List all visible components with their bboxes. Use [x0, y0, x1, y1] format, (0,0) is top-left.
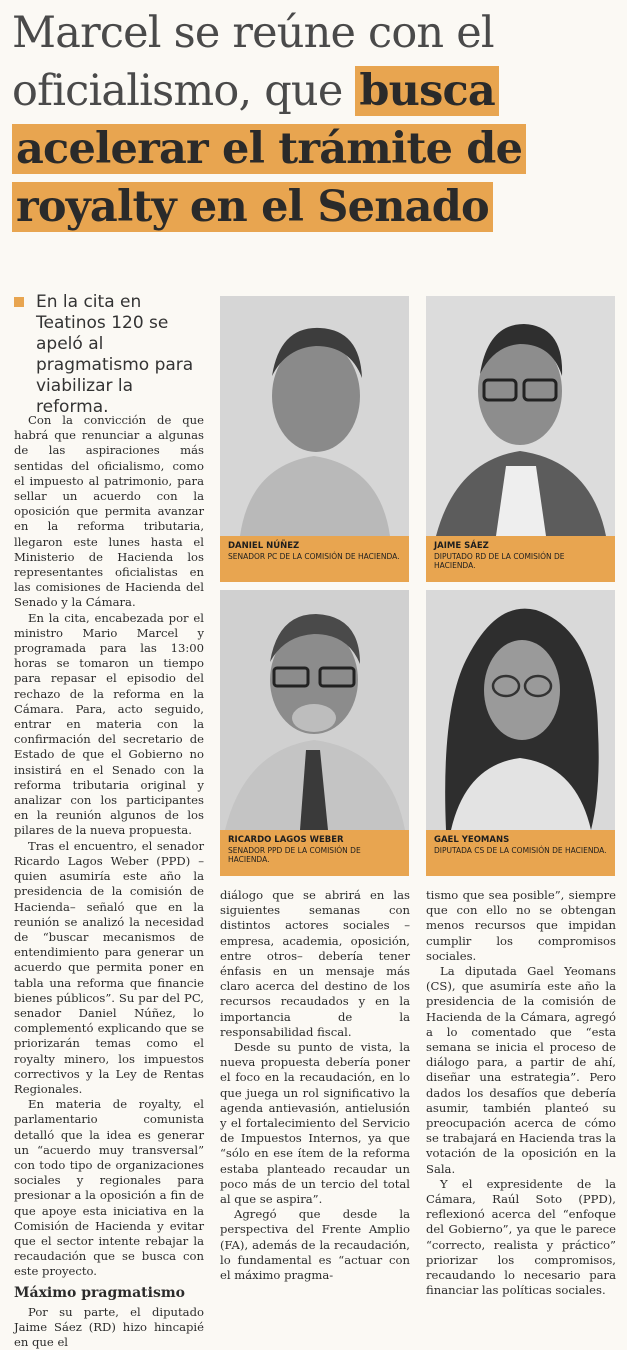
paragraph: Por su parte, el diputado Jaime Sáez (RD) hizo hincapié en que el	[14, 1304, 204, 1350]
paragraph: Desde su punto de vista, la nueva propuesta debería poner el foco en la recaudación, en lo que juega un rol significativo la agenda antievasión, antielusión y el fortalecimiento del Servicio de Impuestos Internos, ya que “sólo en ese ítem de la reforma estaba planteado recaudar un poco más de un tercio del total al que se aspira”.	[220, 1040, 410, 1207]
caption-name: RICARDO LAGOS WEBER	[228, 835, 344, 845]
caption-name: JAIME SÁEZ	[434, 541, 489, 551]
paragraph: diálogo que se abrirá en las siguientes semanas con distintos actores sociales –empresa, academia, oposición, entre otros– debería tener énfasis en un mensaje más claro acerca del destino de los recursos recaudados y en la importancia de la responsabilidad fiscal.	[220, 888, 410, 1039]
photo-daniel-nunez	[220, 296, 409, 536]
subhead: Máximo pragmatismo	[14, 1284, 185, 1301]
paragraph: La diputada Gael Yeomans (CS), que asumiría este año la presidencia de la comisión de Hacienda de la Cámara, agregó a lo comentado que “esta semana se inicia el proceso de diálogo para, a partir de ahí, diseñar una estrategia”. Pero dados los desafíos que debería asumir, también planteó su preocupación acerca de cómo se trabajará en Hacienda tras la votación de la oposición en la Sala.	[426, 964, 616, 1176]
body-column-2	[220, 888, 410, 1283]
portrait-icon	[220, 296, 409, 536]
paragraph: Agregó que desde la perspectiva del Frente Amplio (FA), además de la recaudación, lo fundamental es “actuar con el máximo pragma-	[220, 1207, 410, 1283]
body-column-3	[426, 888, 616, 1298]
caption-name: GAEL YEOMANS	[434, 835, 510, 845]
paragraph: tismo que sea posible”, siempre que con ello no se obtengan menos recursos que impidan cumplir los compromisos sociales.	[426, 888, 616, 963]
caption-name: DANIEL NÚÑEZ	[228, 541, 300, 551]
caption-role: SENADOR PPD DE LA COMISIÓN DE HACIENDA.	[228, 846, 361, 864]
caption-ricardo-lagos-weber	[220, 830, 409, 876]
deck-text: En la cita en Teatinos 120 se apeló al pragmatismo para viabilizar la reforma.	[36, 292, 194, 417]
caption-jaime-saez	[426, 536, 615, 582]
caption-gael-yeomans	[426, 830, 615, 876]
caption-role: SENADOR PC DE LA COMISIÓN DE HACIENDA.	[228, 552, 400, 561]
portrait-icon	[426, 296, 615, 536]
photo-gael-yeomans	[426, 590, 615, 830]
headline	[12, 4, 617, 236]
deck-square-icon	[14, 297, 24, 307]
photo-ricardo-lagos-weber	[220, 590, 409, 830]
portrait-icon	[426, 590, 615, 830]
photo-jaime-saez	[426, 296, 615, 536]
paragraph: Tras el encuentro, el senador Ricardo Lagos Weber (PPD) –quien asumiría este año la presidencia de la comisión de Hacienda– señaló que en la reunión se analizó la necesidad de “buscar mecanismos de entendimiento para generar un acuerdo que permita poner en tabla una reforma que financie bienes públicos”. Su par del PC, senador Daniel Núñez, lo complementó explicando que se priorizarán temas como el royalty minero, los impuestos correctivos y la Ley de Rentas Regionales.	[14, 838, 204, 1096]
paragraph: Con la convicción de que habrá que renunciar a algunas de las aspiraciones más sentidas del oficialismo, como el impuesto al patrimonio, para sellar un acuerdo con la oposición que permita avanzar en la reforma tributaria, llegaron este lunes hasta el Ministerio de Hacienda los representantes oficialistas en las comisiones de Hacienda del Senado y la Cámara.	[14, 413, 204, 610]
headline-highlight: busca acelerar el trámite de royalty en el Senado	[12, 66, 526, 232]
caption-role: DIPUTADA CS DE LA COMISIÓN DE HACIENDA.	[434, 846, 607, 855]
deck	[14, 292, 204, 418]
caption-daniel-nunez	[220, 536, 409, 582]
paragraph: En la cita, encabezada por el ministro Mario Marcel y programada para las 13:00 horas se tomaron un tiempo para repasar el episodio del rechazo de la reforma en la Cámara. Para, acto seguido, entrar en materia con la confirmación del secretario de Estado de que el Gobierno no insistirá en el Senado con la reforma tributaria original y analizar con los participantes en la reunión algunos de los pilares de la nueva propuesta.	[14, 610, 204, 838]
body-column-1	[14, 413, 204, 1350]
headline-light: Marcel se reúne con el oficialismo, que	[12, 8, 494, 116]
caption-role: DIPUTADO RD DE LA COMISIÓN DE HACIENDA.	[434, 552, 565, 570]
paragraph: En materia de royalty, el parlamentario comunista detalló que la idea es generar un “acuerdo muy transversal” con todo tipo de organizaciones sociales y regionales para presionar a la oposición a fin de que apoye esta iniciativa en la Comisión de Hacienda y evitar que el sector intente rebajar la recaudación que se busca con este proyecto.	[14, 1097, 204, 1279]
paragraph: Y el expresidente de la Cámara, Raúl Soto (PPD), reflexionó acerca del “enfoque del Gobierno”, ya que le parece “correcto, realista y práctico” priorizar los compromisos, recaudando lo necesario para financiar las políticas sociales.	[426, 1176, 616, 1298]
portrait-icon	[220, 590, 409, 830]
